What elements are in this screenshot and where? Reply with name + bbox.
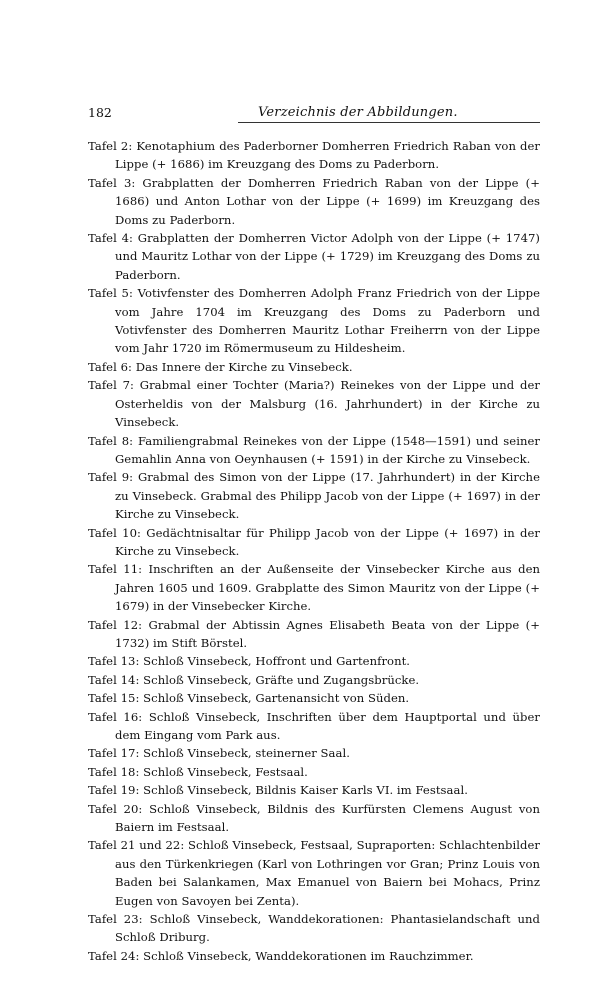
list-entry [88, 744, 540, 762]
entry-label: Tafel 18: [88, 764, 140, 779]
entry-text: Das Innere der Kirche zu Vinsebeck. [135, 359, 353, 374]
list-entry [88, 137, 540, 174]
list-entry [88, 174, 540, 229]
list-entry [88, 524, 540, 561]
entry-label: Tafel 19: [88, 783, 140, 798]
list-entry [88, 468, 540, 523]
entry-label: Tafel 7: [88, 378, 134, 393]
entry-label: Tafel 11: [88, 562, 143, 577]
entry-text: Schloß Vinsebeck, Wanddekorationen im Rauchzimmer. [143, 948, 474, 963]
entry-label: Tafel 20: [88, 801, 143, 816]
running-title: Verzeichnis der Abbildungen. [258, 105, 458, 120]
entry-text: Familiengrabmal Reinekes von der Lippe (1548—1591) und seiner Gemahlin Anna von Oeynhausen (+ 1591) in der Kirche zu Vinsebeck. [115, 433, 540, 466]
entry-label: Tafel 5: [88, 286, 133, 301]
list-entry [88, 800, 540, 837]
entry-text: Schloß Vinsebeck, Inschriften über dem Hauptportal und über dem Eingang vom Park aus. [115, 709, 540, 742]
list-entry [88, 284, 540, 358]
figure-list [88, 137, 540, 965]
list-entry [88, 836, 540, 910]
header-rule [238, 122, 540, 123]
entry-label: Tafel 3: [88, 175, 136, 190]
entry-text: Schloß Vinsebeck, Festsaal, Supraporten: Schlachtenbilder aus den Türkenkriegen (Karl von Lothringen vor Gran; Prinz Louis von Baden bei Salankamen, Max Emanuel von Baiern bei Mohacs, Prinz Eugen von Savoyen bei Zenta). [115, 838, 540, 908]
entry-label: Tafel 9: [88, 470, 134, 485]
entry-text: Grabmal des Simon von der Lippe (17. Jahrhundert) in der Kirche zu Vinsebeck. Grabmal des Philipp Jacob von der Lippe (+ 1697) in der Kirche zu Vinsebeck. [115, 470, 540, 522]
list-entry [88, 910, 540, 947]
list-entry [88, 560, 540, 615]
list-entry [88, 689, 540, 707]
list-entry [88, 358, 540, 376]
page-header [88, 103, 540, 123]
list-entry [88, 229, 540, 284]
entry-label: Tafel 2: [88, 139, 133, 153]
entry-label: Tafel 12: [88, 617, 143, 632]
entry-label: Tafel 24: [88, 948, 140, 963]
list-entry [88, 432, 540, 469]
list-entry [88, 708, 540, 745]
entry-label: Tafel 10: [88, 525, 141, 540]
entry-text: Schloß Vinsebeck, Bildnis des Kurfürsten Clemens August von Baiern im Festsaal. [115, 801, 540, 835]
entry-text: Grabplatten der Domherren Friedrich Raban von der Lippe (+ 1686) und Anton Lothar von der Lippe (+ 1699) im Kreuzgang des Doms zu Paderborn. [115, 175, 540, 227]
list-entry [88, 616, 540, 653]
entry-text: Inschriften an der Außenseite der Vinsebecker Kirche aus den Jahren 1605 und 1609. Grabplatte des Simon Mauritz von der Lippe (+ 1679) in der Vinsebecker Kirche. [115, 562, 540, 614]
page-number: 182 [88, 105, 112, 120]
entry-label: Tafel 14: [88, 672, 140, 687]
list-entry [88, 376, 540, 431]
entry-text: Schloß Vinsebeck, Festsaal. [143, 764, 308, 779]
entry-label: Tafel 21 und 22: [88, 838, 185, 853]
entry-text: Schloß Vinsebeck, Hoffront und Gartenfront. [143, 654, 411, 669]
entry-text: Schloß Vinsebeck, Bildnis Kaiser Karls VI. im Festsaal. [143, 783, 468, 798]
entry-text: Grabmal einer Tochter (Maria?) Reinekes von der Lippe und der Osterheldis von der Malsburg (16. Jahrhundert) in der Kirche zu Vinsebeck. [115, 378, 540, 430]
entry-text: Kenotaphium des Paderborner Domherren Friedrich Raban von der Lippe (+ 1686) im Kreuzgang des Doms zu Paderborn. [115, 139, 540, 172]
list-entry [88, 652, 540, 670]
entry-label: Tafel 15: [88, 691, 140, 706]
list-entry [88, 671, 540, 689]
entry-label: Tafel 4: [88, 231, 133, 246]
entry-text: Schloß Vinsebeck, Gartenansicht von Süden. [143, 691, 410, 706]
entry-text: Grabplatten der Domherren Victor Adolph von der Lippe (+ 1747) und Mauritz Lothar von der Lippe (+ 1729) im Kreuzgang des Doms zu Paderborn. [115, 231, 540, 282]
entry-text: Gedächtnisaltar für Philipp Jacob von der Lippe (+ 1697) in der Kirche zu Vinsebeck. [115, 525, 540, 558]
entry-label: Tafel 6: [88, 359, 132, 374]
entry-label: Tafel 23: [88, 912, 143, 927]
entry-label: Tafel 8: [88, 433, 134, 448]
entry-label: Tafel 13: [88, 654, 140, 669]
entry-label: Tafel 16: [88, 709, 143, 724]
entry-text: Schloß Vinsebeck, Wanddekorationen: Phantasielandschaft und Schloß Driburg. [115, 912, 540, 945]
entry-text: Votivfenster des Domherren Adolph Franz Friedrich von der Lippe vom Jahre 1704 im Kreuzgang des Doms zu Paderborn und Votivfenster des Domherren Mauritz Lothar Freiherrn von der Lippe vom Jahr 1720 im Römermuseum zu Hildesheim. [115, 286, 540, 356]
entry-text: Schloß Vinsebeck, steinerner Saal. [143, 746, 350, 761]
entry-label: Tafel 17: [88, 746, 140, 761]
list-entry [88, 947, 540, 965]
list-entry [88, 763, 540, 781]
entry-text: Grabmal der Abtissin Agnes Elisabeth Beata von der Lippe (+ 1732) im Stift Börstel. [115, 617, 540, 650]
list-entry [88, 781, 540, 799]
entry-text: Schloß Vinsebeck, Gräfte und Zugangsbrücke. [143, 672, 420, 687]
